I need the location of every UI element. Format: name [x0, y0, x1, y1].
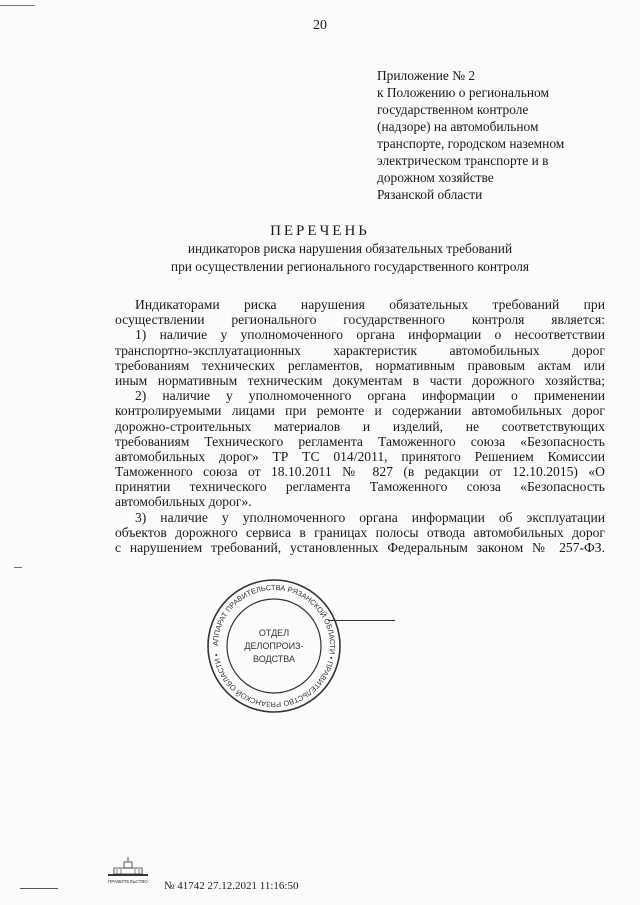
stamp-ring-text: АППАРАТ ПРАВИТЕЛЬСТВА РЯЗАНСКОЙ ОБЛАСТИ • ПРАВИТЕЛЬСТВО РЯЗАНСКОЙ ОБЛАСТИ •: [210, 582, 338, 710]
body-line: осуществлении регионального государственного контроля является:: [115, 312, 605, 328]
appendix-line: Приложение № 2: [377, 68, 476, 83]
scan-mark: [14, 567, 22, 568]
body-line: автомобильных дорог».: [115, 494, 252, 510]
body-line: 1) наличие у уполномоченного органа информации о несоответствии: [135, 327, 605, 343]
subtitle-line-1: индикаторов риска нарушения обязательных требований: [187, 241, 513, 256]
document-subtitle: [0, 240, 640, 276]
office-stamp: [206, 578, 342, 714]
body-line: Таможенного союза от 18.10.2011 № 827 (в редакции от 12.10.2015) «О: [115, 464, 605, 480]
body-line: контролируемыми лицами при ремонте и содержании автомобильных дорог: [115, 403, 605, 419]
body-line: транспортно-эксплуатационных характеристик автомобильных дорог: [115, 342, 605, 358]
scan-mark: [0, 5, 35, 6]
appendix-line: Рязанской области: [377, 187, 483, 202]
body-line: принятии технического регламента Таможенного союза «Безопасность: [115, 479, 605, 495]
body-line: иным нормативным техническим документам в части дорожного хозяйства;: [115, 372, 605, 388]
document-title: ПЕРЕЧЕНЬ: [270, 223, 370, 239]
body-line: 3) наличие у уполномоченного органа информации об эксплуатации: [135, 509, 605, 525]
appendix-line: дорожном хозяйстве: [377, 170, 494, 185]
government-building-logo: [100, 855, 156, 885]
body-line: требованиям Технического регламента Таможенного союза «Безопасность: [115, 433, 605, 449]
subtitle-line-2: при осуществлении регионального государственного контроля: [170, 259, 530, 274]
logo-caption: ПРАВИТЕЛЬСТВО: [108, 879, 148, 884]
appendix-line: государственном контроле: [377, 102, 529, 117]
signature-line: [328, 620, 395, 621]
stamp-center-line: ДЕЛОПРОИЗ-: [244, 641, 304, 651]
registration-number: № 41742 27.12.2021 11:16:50: [164, 880, 299, 892]
appendix-line: (надзоре) на автомобильном: [377, 119, 539, 134]
body-line: объектов дорожного сервиса в границах полосы отвода автомобильных дорог: [115, 524, 605, 540]
appendix-line: транспорте, городском наземном: [377, 136, 565, 151]
body-line: Индикаторами риска нарушения обязательных требований при: [135, 297, 605, 312]
body-line: 2) наличие у уполномоченного органа информации о применении: [135, 388, 605, 404]
stamp-center-line: ВОДСТВА: [252, 654, 296, 664]
appendix-line: к Положению о региональном: [377, 85, 549, 100]
body-line: автомобильных дорог» ТР ТС 014/2011, принятого Решением Комиссии: [115, 448, 605, 464]
body-line: требованиям технических регламентов, нормативным правовым актам или: [115, 357, 605, 373]
body-line: дорожно-строительных материалов и изделий, не соответствующих: [115, 418, 605, 434]
appendix-line: электрическом транспорте и в: [377, 153, 549, 168]
stamp-center-line: ОТДЕЛ: [258, 628, 290, 638]
appendix-block: [377, 67, 627, 203]
footer-rule: [20, 888, 58, 889]
body-text: [115, 297, 605, 555]
page-number: 20: [313, 18, 327, 33]
body-line: с нарушением требований, установленных Федеральным законом № 257-ФЗ.: [115, 540, 605, 555]
